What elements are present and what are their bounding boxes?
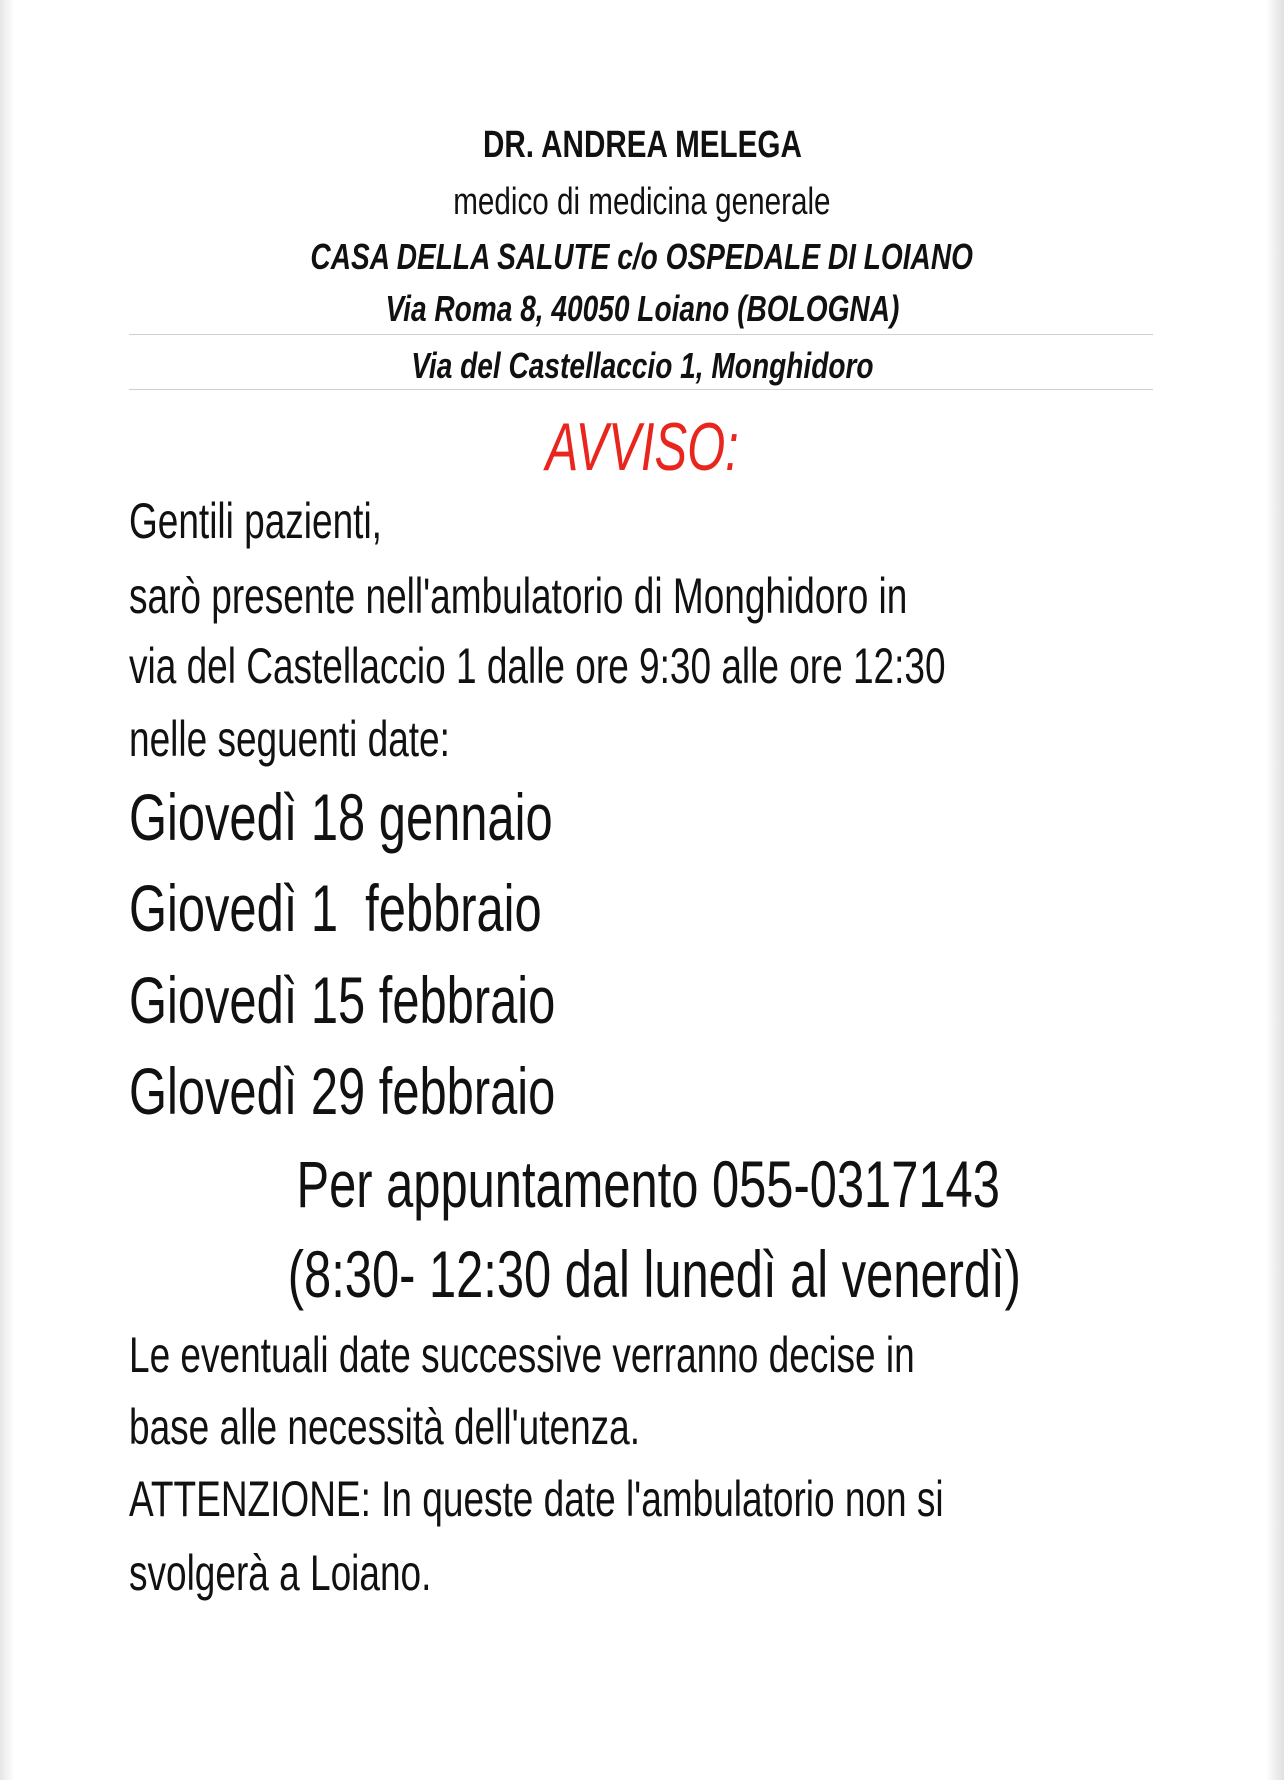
footer-line: Le eventuali date successive verranno decise in bbox=[129, 1327, 915, 1383]
date-item: Giovedì 15 febbraio bbox=[129, 963, 556, 1037]
address-monghidoro: Via del Castellaccio 1, Monghidoro bbox=[410, 345, 874, 386]
header-divider-bottom bbox=[129, 389, 1153, 390]
notice-title: AVVISO: bbox=[545, 409, 739, 485]
appointment-hours: (8:30- 12:30 dal lunedì al venerdì) bbox=[287, 1237, 1021, 1311]
date-item: Glovedì 29 febbraio bbox=[129, 1054, 556, 1128]
clinic-location: CASA DELLA SALUTE c/o OSPEDALE DI LOIANO bbox=[310, 236, 974, 277]
intro-line: via del Castellaccio 1 dalle ore 9:30 alle ore 12:30 bbox=[129, 638, 946, 694]
doctor-role: medico di medicina generale bbox=[453, 181, 831, 223]
intro-line: sarò presente nell'ambulatorio di Monghidoro in bbox=[129, 568, 908, 624]
footer-line: svolgerà a Loiano. bbox=[129, 1545, 432, 1601]
footer-line: ATTENZIONE: In queste date l'ambulatorio non si bbox=[129, 1471, 944, 1527]
doctor-name: DR. ANDREA MELEGA bbox=[482, 124, 802, 166]
footer-line: base alle necessità dell'utenza. bbox=[129, 1399, 641, 1455]
address-loiano: Via Roma 8, 40050 Loiano (BOLOGNA) bbox=[385, 288, 899, 329]
date-item: Giovedì 18 gennaio bbox=[129, 780, 553, 854]
date-item: Giovedì 1 febbraio bbox=[129, 871, 542, 945]
appointment-phone: Per appuntamento 055-0317143 bbox=[296, 1147, 1000, 1221]
greeting: Gentili pazienti, bbox=[129, 493, 382, 549]
header-divider-top bbox=[129, 334, 1153, 335]
intro-line: nelle seguenti date: bbox=[129, 711, 450, 767]
